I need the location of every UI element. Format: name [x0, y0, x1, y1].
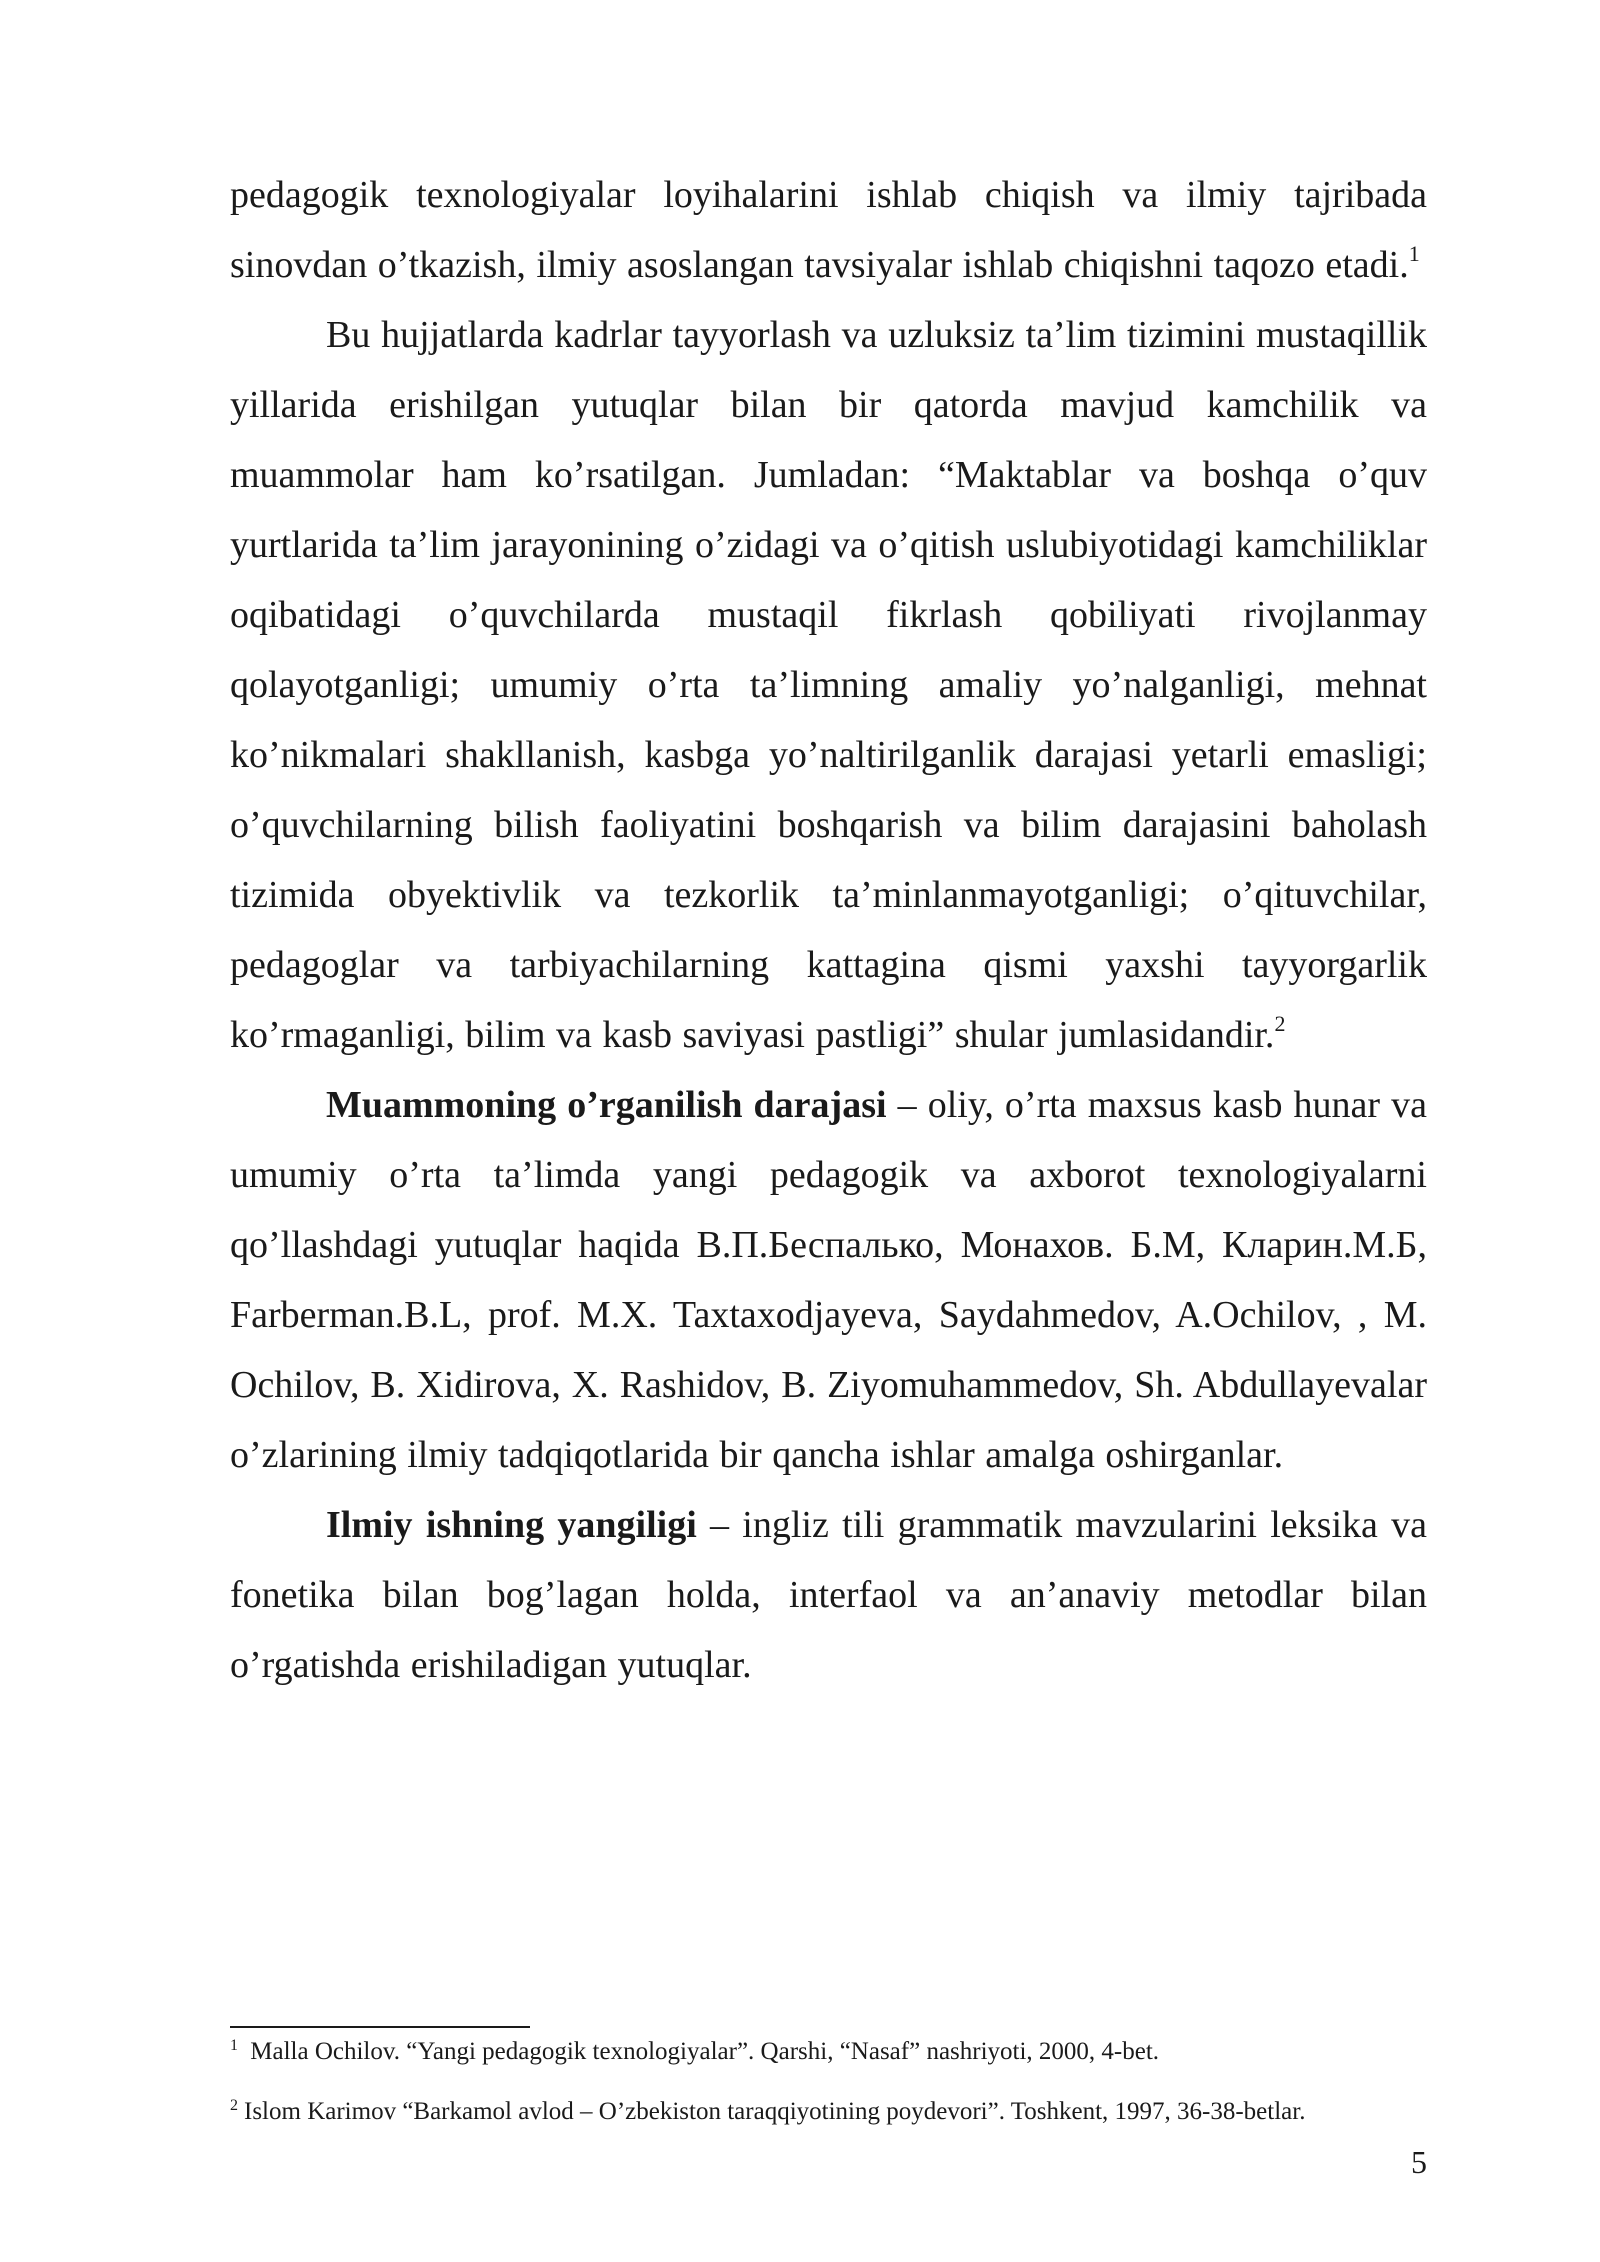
paragraph-4-text: – ingliz tili grammatik mavzularini leksika va fonetika bilan bog’lagan holda, interfaol va an’anaviy metodlar bilan o’rgatishda erishiladigan yutuqlar. [230, 1504, 1427, 1686]
body-text [230, 160, 1427, 1700]
footnote-ref-1: 1 [1408, 241, 1420, 267]
page-number: 5 [1411, 2144, 1427, 2180]
footnote-ref-2: 2 [1274, 1011, 1286, 1037]
footnote-separator [230, 2026, 530, 2028]
paragraph-4 [230, 1490, 1427, 1700]
footnote-2-number: 2 [230, 2096, 238, 2114]
footnote-1-text: Malla Ochilov. “Yangi pedagogik texnologiyalar”. Qarshi, “Nasaf” nashriyoti, 2000, 4-bet. [250, 2038, 1160, 2065]
paragraph-1 [230, 160, 1427, 300]
footnote-1 [230, 2036, 1427, 2068]
paragraph-2-text: Bu hujjatlarda kadrlar tayyorlash va uzluksiz ta’lim tizimini mustaqillik yillarida erishilgan yutuqlar bilan bir qatorda mavjud kamchilik va muammolar ham ko’rsatilgan. Jumladan: “Maktablar va boshqa o’quv yurtlarida ta’lim jarayonining o’zidagi va o’qitish uslubiyotidagi kamchiliklar oqibatidagi o’quvchilarda mustaqil fikrlash qobiliyati rivojlanmay qolayotganligi; umumiy o’rta ta’limning amaliy yo’nalganligi, mehnat ko’nikmalari shakllanish, kasbga yo’naltirilganlik darajasi yetarli emasligi; o’quvchilarning bilish faoliyatini boshqarish va bilim darajasini baholash tizimida obyektivlik va tezkorlik ta’minlanmayotganligi; o’qituvchilar, pedagoglar va tarbiyachilarning kattagina qismi yaxshi tayyorgarlik ko’rmaganligi, bilim va kasb saviyasi pastligi” shular jumlasidandir. [230, 314, 1427, 1056]
paragraph-3 [230, 1070, 1427, 1490]
footnote-2 [230, 2096, 1427, 2128]
paragraph-3-heading: Muammoning o’rganilish darajasi [326, 1084, 887, 1126]
paragraph-3-text: – oliy, o’rta maxsus kasb hunar va umumiy o’rta ta’limda yangi pedagogik va axborot texnologiyalarni qo’llashdagi yutuqlar haqida В.П.Беспалько, Монахов. Б.М, Кларин.М.Б, Farberman.B.L, prof. M.X. Taxtaxodjayeva, Saydahmedov, A.Ochilov, , M. Ochilov, B. Xidirova, X. Rashidov, B. Ziyomuhammedov, Sh. Abdullayevalar o’zlarining ilmiy tadqiqotlarida bir qancha ishlar amalga oshirganlar. [230, 1084, 1428, 1476]
footnote-2-text: Islom Karimov “Barkamol avlod – O’zbekiston taraqqiyotining poydevori”. Toshkent, 1997, 36-38-betlar. [244, 2098, 1306, 2125]
footnote-1-number: 1 [230, 2036, 238, 2054]
paragraph-1-text: pedagogik texnologiyalar loyihalarini ishlab chiqish va ilmiy tajribada sinovdan o’tkazish, ilmiy asoslangan tavsiyalar ishlab chiqishni taqozo etadi. [230, 174, 1427, 286]
footnotes [230, 2036, 1427, 2156]
paragraph-4-heading: Ilmiy ishning yangiligi [326, 1504, 697, 1546]
paragraph-2 [230, 300, 1427, 1070]
